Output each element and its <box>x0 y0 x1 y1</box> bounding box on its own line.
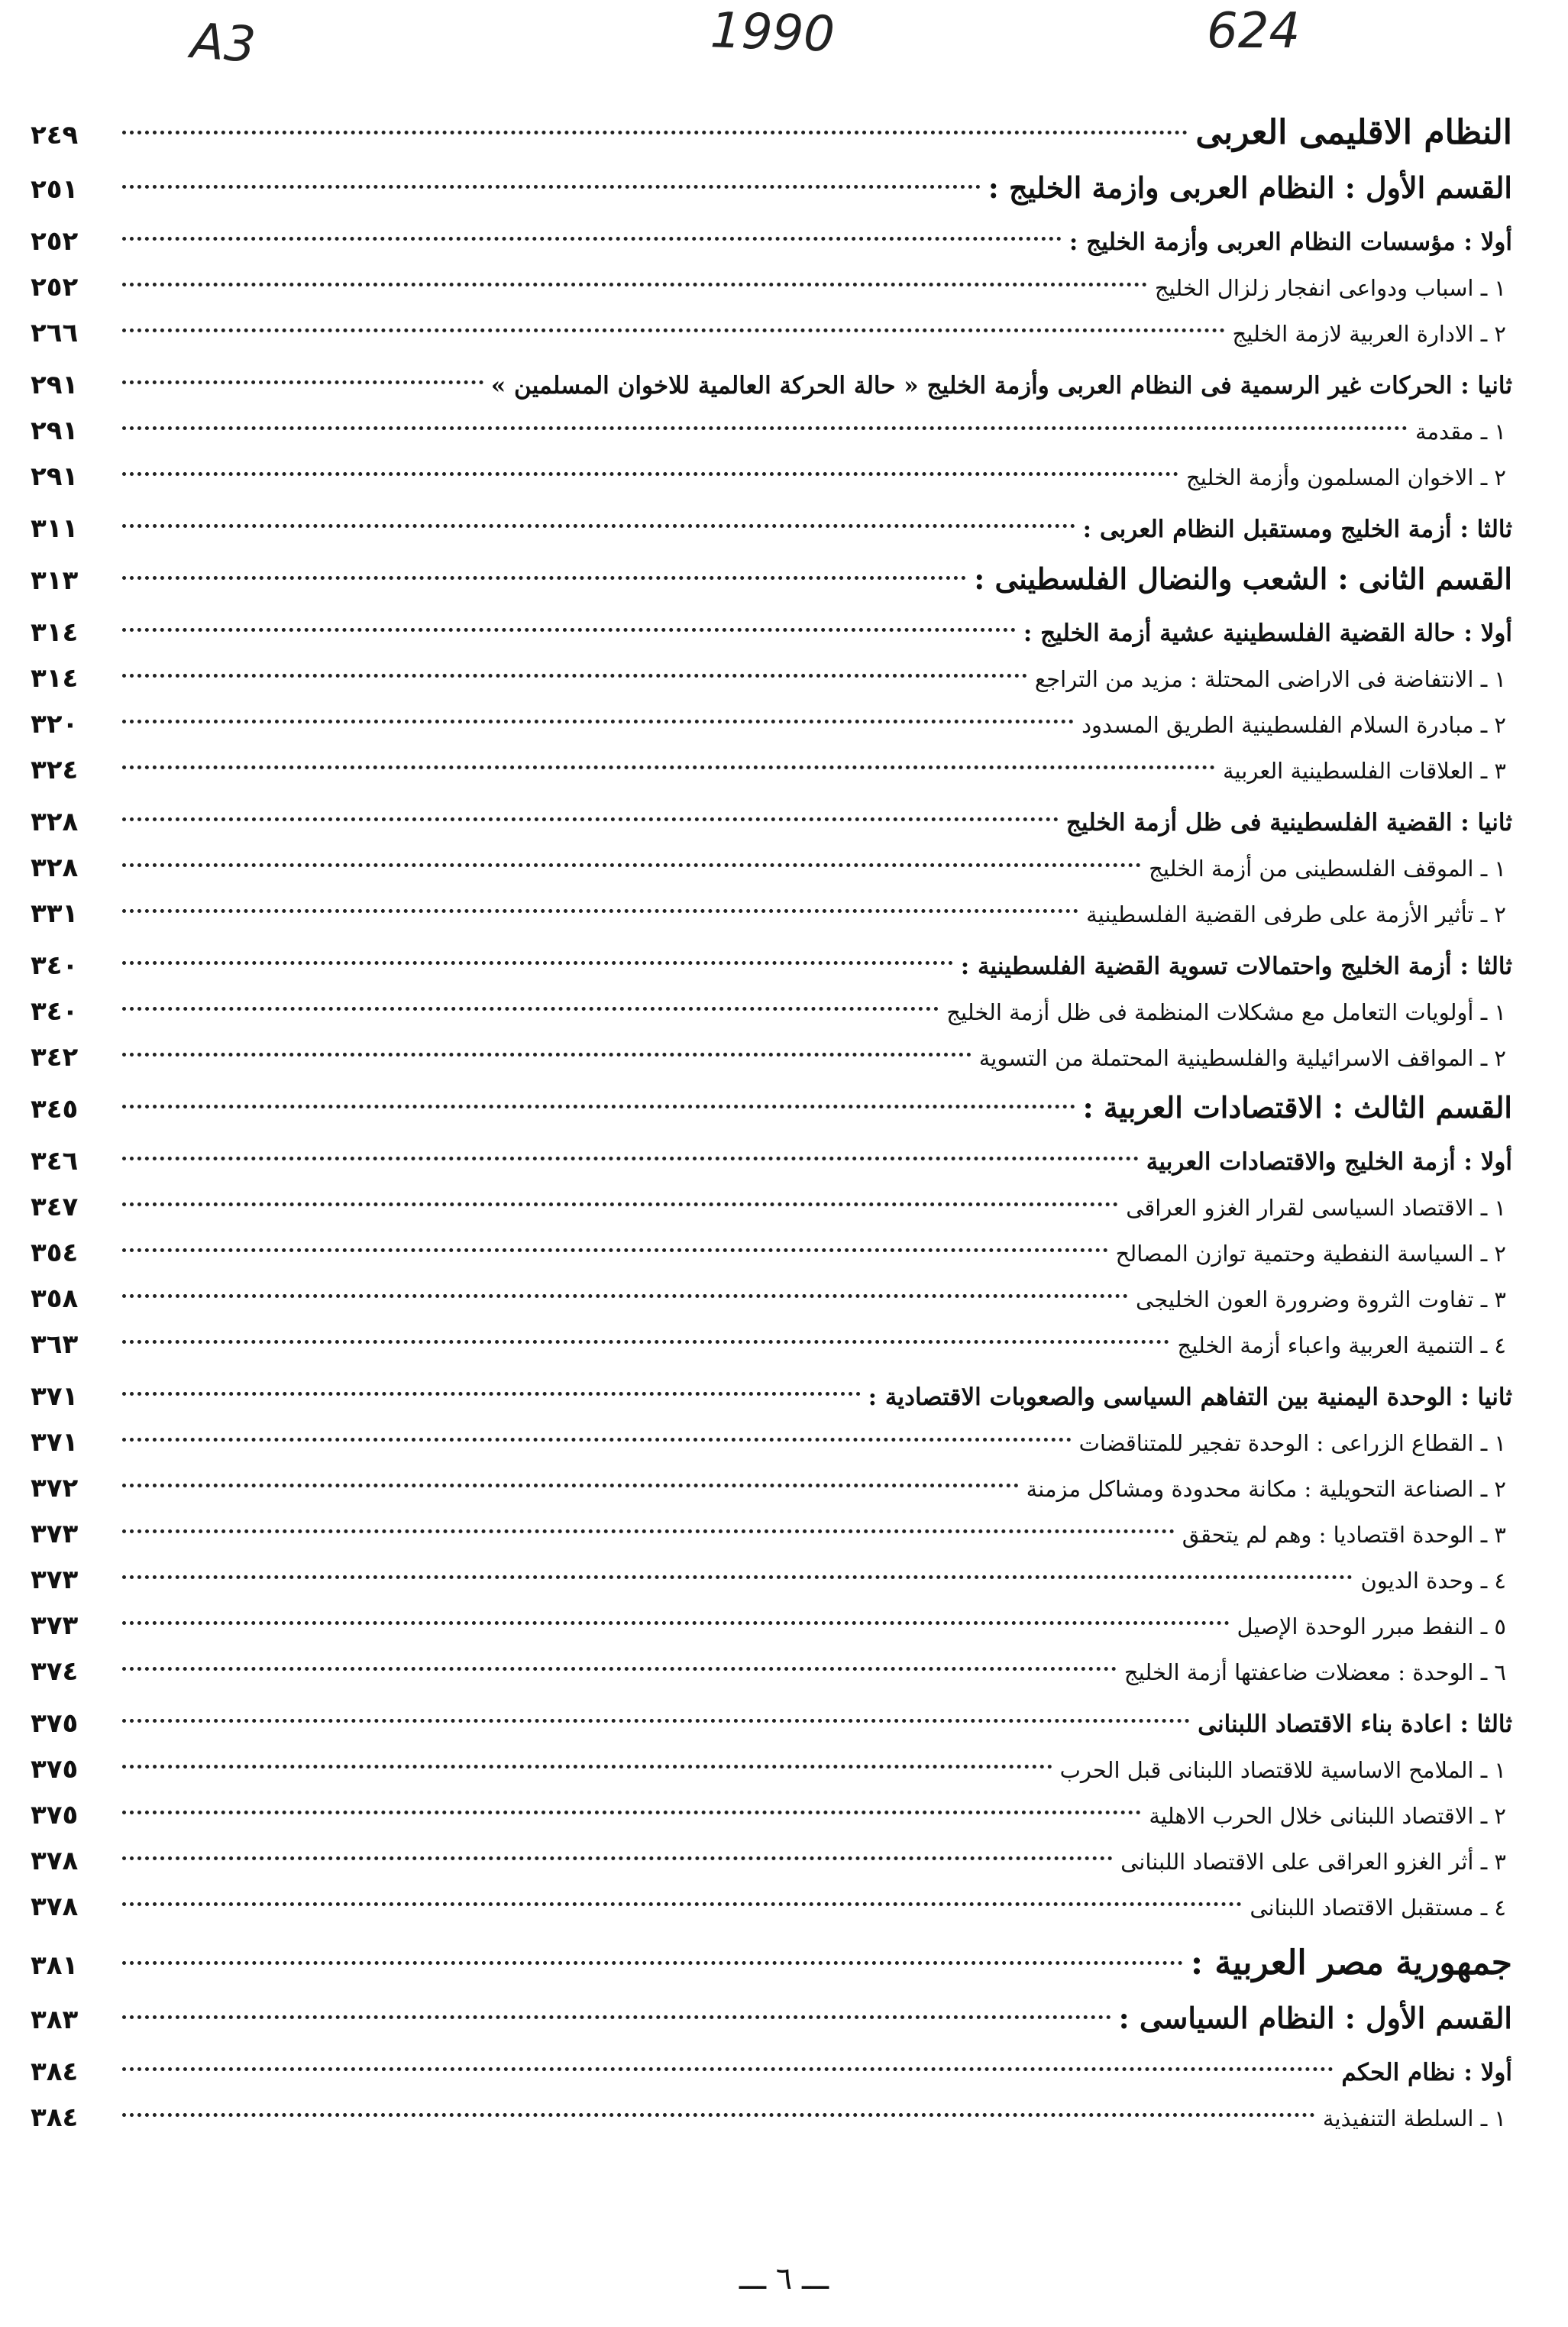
toc-entry-page-number: ٢٤٩ <box>31 120 79 150</box>
toc-entry-page-number: ٣٣١ <box>31 898 79 929</box>
toc-entry-title: ٤ ـ وحدة الديون <box>1360 1568 1506 1594</box>
toc-entry-page-number: ٣٧٤ <box>31 1656 79 1687</box>
toc-entry <box>31 701 1512 747</box>
toc-entry <box>31 1322 1512 1367</box>
toc-entry <box>31 1184 1512 1230</box>
toc-entry <box>31 989 1512 1034</box>
dot-leader <box>122 863 1141 867</box>
dot-leader <box>122 1202 1118 1206</box>
toc-entry-page-number: ٢٥٢ <box>31 226 79 257</box>
toc-entry-page-number: ٣٦٣ <box>31 1329 79 1360</box>
dot-leader <box>122 1053 972 1057</box>
handwritten-annotations <box>0 0 1568 84</box>
toc-entry-page-number: ٢٥٢ <box>31 272 79 303</box>
toc-entry <box>31 506 1512 552</box>
toc-entry <box>31 1792 1512 1838</box>
toc-entry-title: أولا : أزمة الخليج والاقتصادات العربية <box>1146 1148 1512 1176</box>
toc-entry <box>31 2095 1512 2141</box>
toc-entry-page-number: ٣٤٠ <box>31 996 79 1027</box>
toc-entry <box>31 1138 1512 1184</box>
toc-entry <box>31 1557 1512 1603</box>
dot-leader <box>122 1667 1117 1671</box>
toc-entry <box>31 1701 1512 1746</box>
toc-entry-page-number: ٣٧١ <box>31 1381 79 1412</box>
toc-entry-page-number: ٣٥٤ <box>31 1238 79 1268</box>
toc-entry-page-number: ٣٤٥ <box>31 1094 79 1125</box>
toc-entry <box>31 454 1512 500</box>
toc-entry <box>31 655 1512 701</box>
toc-entry-page-number: ٣٧٨ <box>31 1892 79 1922</box>
toc-entry-page-number: ٣٨٤ <box>31 2102 79 2133</box>
toc-entry <box>31 105 1512 160</box>
dot-leader <box>122 131 1188 134</box>
toc-entry-page-number: ٣٧٢ <box>31 1473 79 1503</box>
toc-entry-page-number: ٣٤٧ <box>31 1192 79 1222</box>
toc-entry-title: ٢ ـ الاخوان المسلمون وأزمة الخليج <box>1185 464 1506 490</box>
toc-entry-title: ٣ ـ العلاقات الفلسطينية العربية <box>1222 758 1506 784</box>
dot-leader <box>122 1902 1242 1906</box>
toc-entry-title: القسم الثانى : الشعب والنضال الفلسطينى : <box>974 562 1512 596</box>
toc-entry-title: ٢ ـ السياسة النفطية وحتمية توازن المصالح <box>1115 1241 1506 1267</box>
toc-entry-title: النظام الاقليمى العربى <box>1195 113 1512 152</box>
toc-entry <box>31 310 1512 356</box>
dot-leader <box>122 1719 1190 1723</box>
dot-leader <box>122 1105 1075 1108</box>
dot-leader <box>122 1961 1183 1965</box>
toc-entry-page-number: ٣٢٨ <box>31 807 79 837</box>
toc-entry <box>31 1603 1512 1649</box>
dot-leader <box>122 1621 1230 1625</box>
dot-leader <box>122 1575 1353 1579</box>
toc-entry-page-number: ٣٤٦ <box>31 1146 79 1176</box>
toc-entry-title: ١ ـ الموقف الفلسطينى من أزمة الخليج <box>1149 856 1506 882</box>
toc-entry <box>31 1838 1512 1884</box>
dot-leader <box>122 2067 1334 2071</box>
dot-leader <box>122 1484 1019 1487</box>
toc-entry <box>31 1230 1512 1276</box>
dot-leader <box>122 1529 1175 1533</box>
handwritten-note-left: A3 <box>189 13 257 74</box>
toc-entry-page-number: ٣٨٤ <box>31 2057 79 2087</box>
toc-entry-title: ٣ ـ الوحدة اقتصاديا : وهم لم يتحقق <box>1182 1522 1506 1548</box>
dot-leader <box>122 1007 939 1011</box>
toc-entry-title: ٢ ـ الصناعة التحويلية : مكانة محدودة ومشاكل مزمنة <box>1026 1476 1506 1502</box>
toc-entry <box>31 1936 1512 1991</box>
toc-entry-title: ٣ ـ تفاوت الثروة وضرورة العون الخليجى <box>1136 1286 1506 1312</box>
dot-leader <box>122 1856 1113 1860</box>
toc-entry <box>31 799 1512 845</box>
toc-entry-title: أولا : نظام الحكم <box>1341 2059 1512 2086</box>
toc-entry <box>31 1511 1512 1557</box>
toc-entry-page-number: ٣٧١ <box>31 1427 79 1458</box>
dot-leader <box>122 472 1178 476</box>
toc-entry-page-number: ٢٦٦ <box>31 318 79 348</box>
toc-entry <box>31 610 1512 655</box>
toc-entry-title: ٤ ـ مستقبل الاقتصاد اللبنانى <box>1250 1895 1506 1921</box>
toc-entry <box>31 1034 1512 1080</box>
toc-entry-title: أولا : حالة القضية الفلسطينية عشية أزمة الخليج : <box>1023 620 1512 647</box>
dot-leader <box>122 426 1408 430</box>
dot-leader <box>122 1248 1108 1252</box>
dot-leader <box>122 2113 1315 2117</box>
toc-entry-title: ١ ـ السلطة التنفيذية <box>1322 2105 1506 2131</box>
dot-leader <box>122 524 1075 528</box>
toc-entry-title: ١ ـ أولويات التعامل مع مشكلات المنظمة فى ظل أزمة الخليج <box>946 999 1506 1025</box>
toc-entry-page-number: ٣٧٥ <box>31 1708 79 1739</box>
toc-entry-page-number: ٣٧٣ <box>31 1610 79 1641</box>
toc-entry-title: ثانيا : الحركات غير الرسمية فى النظام العربى وأزمة الخليج « حالة الحركة العالمية للاخوان المسلمين » <box>490 372 1512 400</box>
toc-entry-page-number: ٣٧٨ <box>31 1846 79 1876</box>
dot-leader <box>122 628 1016 632</box>
toc-entry <box>31 891 1512 937</box>
toc-entry <box>31 1083 1512 1132</box>
toc-entry-title: ١ ـ مقدمة <box>1414 419 1506 445</box>
toc-entry-title: ثانيا : القضية الفلسطينية فى ظل أزمة الخليج <box>1065 809 1512 837</box>
toc-entry-page-number: ٣٢٤ <box>31 755 79 785</box>
toc-entry-page-number: ٣٧٥ <box>31 1800 79 1830</box>
toc-entry-title: ٤ ـ التنمية العربية واعباء أزمة الخليج <box>1177 1332 1506 1358</box>
dot-leader <box>122 1811 1141 1814</box>
toc-entry <box>31 1276 1512 1322</box>
toc-entry-page-number: ٣١٣ <box>31 565 79 596</box>
toc-entry-title: ٦ ـ الوحدة : معضلات ضاعفتها أزمة الخليج <box>1123 1659 1506 1685</box>
toc-entry <box>31 1994 1512 2043</box>
handwritten-note-year: 1990 <box>709 2 836 63</box>
toc-entry <box>31 1374 1512 1419</box>
toc-entry <box>31 1465 1512 1511</box>
toc-entry <box>31 1419 1512 1465</box>
toc-entry <box>31 218 1512 264</box>
toc-entry-page-number: ٣١٤ <box>31 663 79 694</box>
dot-leader <box>122 237 1062 241</box>
toc-entry <box>31 163 1512 212</box>
toc-entry <box>31 362 1512 408</box>
dot-leader <box>122 909 1078 913</box>
toc-entry-page-number: ٢٥١ <box>31 174 79 205</box>
dot-leader <box>122 283 1147 286</box>
toc-entry-title: ١ ـ القطاع الزراعى : الوحدة تفجير للمتناقضات <box>1078 1430 1506 1456</box>
page-number: ـــ ٦ ـــ <box>739 2261 829 2296</box>
toc-entry-title: ٢ ـ الادارة العربية لازمة الخليج <box>1232 321 1506 347</box>
toc-entry <box>31 2049 1512 2095</box>
toc-entry-page-number: ٢٩١ <box>31 416 79 446</box>
toc-entry-page-number: ٣٤٠ <box>31 950 79 981</box>
toc-entry <box>31 1746 1512 1792</box>
toc-entry-page-number: ٣٨١ <box>31 1950 79 1981</box>
toc-entry <box>31 408 1512 454</box>
dot-leader <box>122 674 1027 678</box>
toc-entry-title: ٢ ـ الاقتصاد اللبنانى خلال الحرب الاهلية <box>1149 1803 1506 1829</box>
dot-leader <box>122 961 953 965</box>
toc-entry-page-number: ٣٢٠ <box>31 709 79 740</box>
toc-entry-page-number: ٣٤٢ <box>31 1042 79 1073</box>
toc-entry-page-number: ٣٧٣ <box>31 1565 79 1595</box>
dot-leader <box>122 1157 1139 1160</box>
toc-entry <box>31 747 1512 793</box>
toc-entry-page-number: ٣١٤ <box>31 617 79 648</box>
toc-entry-page-number: ٢٩١ <box>31 370 79 400</box>
toc-entry-page-number: ٣٧٥ <box>31 1754 79 1785</box>
toc-entry-title: القسم الأول : النظام العربى وازمة الخليج : <box>988 170 1512 205</box>
toc-entry-title: ١ ـ الانتفاضة فى الاراضى المحتلة : مزيد من التراجع <box>1034 666 1506 692</box>
toc-entry-title: القسم الأول : النظام السياسى : <box>1118 2001 1512 2035</box>
toc-entry-title: ١ ـ الملامح الاساسية للاقتصاد اللبنانى قبل الحرب <box>1059 1757 1506 1783</box>
toc-entry-title: القسم الثالث : الاقتصادات العربية : <box>1082 1090 1512 1125</box>
toc-entry-title: ٢ ـ تأثير الأزمة على طرفى القضية الفلسطينية <box>1086 901 1506 927</box>
dot-leader <box>122 1340 1169 1344</box>
dot-leader <box>122 1294 1128 1298</box>
toc-entry-title: جمهورية مصر العربية : <box>1190 1943 1512 1982</box>
toc-entry <box>31 555 1512 604</box>
toc-entry <box>31 264 1512 310</box>
toc-entry-title: ١ ـ اسباب ودواعى انفجار زلزال الخليج <box>1154 275 1506 301</box>
toc-entry-title: ٢ ـ المواقف الاسرائيلية والفلسطينية المحتملة من التسوية <box>978 1045 1506 1071</box>
toc-entry-title: ٣ ـ أثر الغزو العراقى على الاقتصاد اللبنانى <box>1120 1849 1506 1875</box>
dot-leader <box>122 1392 861 1396</box>
toc-entry-page-number: ٢٩١ <box>31 461 79 492</box>
toc-entry <box>31 1884 1512 1930</box>
dot-leader <box>122 576 966 580</box>
dot-leader <box>122 2015 1111 2019</box>
toc-entry-title: ٥ ـ النفط مبرر الوحدة الإصيل <box>1237 1613 1506 1639</box>
dot-leader <box>122 1765 1052 1769</box>
toc-entry-page-number: ٣٢٨ <box>31 853 79 883</box>
toc-entry-page-number: ٣٧٣ <box>31 1519 79 1549</box>
toc-entry-title: ثالثا : أزمة الخليج واحتمالات تسوية القضية الفلسطينية : <box>960 953 1512 980</box>
toc-entry-page-number: ٣٥٨ <box>31 1283 79 1314</box>
toc-entry-title: ٢ ـ مبادرة السلام الفلسطينية الطريق المسدود <box>1081 712 1506 738</box>
toc-entry-title: أولا : مؤسسات النظام العربى وأزمة الخليج : <box>1069 228 1512 256</box>
toc-entry-title: ثالثا : اعادة بناء الاقتصاد اللبنانى <box>1198 1710 1512 1738</box>
toc-entry <box>31 943 1512 989</box>
handwritten-note-right: 624 <box>1207 3 1301 60</box>
table-of-contents <box>31 99 1512 2141</box>
toc-entry-title: ثانيا : الوحدة اليمنية بين التفاهم السياسى والصعوبات الاقتصادية : <box>868 1384 1512 1411</box>
dot-leader <box>122 328 1225 332</box>
toc-entry <box>31 845 1512 891</box>
dot-leader <box>122 765 1215 769</box>
toc-entry-title: ١ ـ الاقتصاد السياسى لقرار الغزو العراقى <box>1126 1195 1506 1221</box>
toc-entry <box>31 1649 1512 1694</box>
dot-leader <box>122 1438 1072 1442</box>
dot-leader <box>122 817 1059 821</box>
dot-leader <box>122 185 981 189</box>
toc-entry-title: ثالثا : أزمة الخليج ومستقبل النظام العربى : <box>1082 516 1512 543</box>
toc-entry-page-number: ٣٨٣ <box>31 2005 79 2035</box>
toc-entry-page-number: ٣١١ <box>31 513 79 544</box>
dot-leader <box>122 720 1074 723</box>
dot-leader <box>122 380 483 384</box>
